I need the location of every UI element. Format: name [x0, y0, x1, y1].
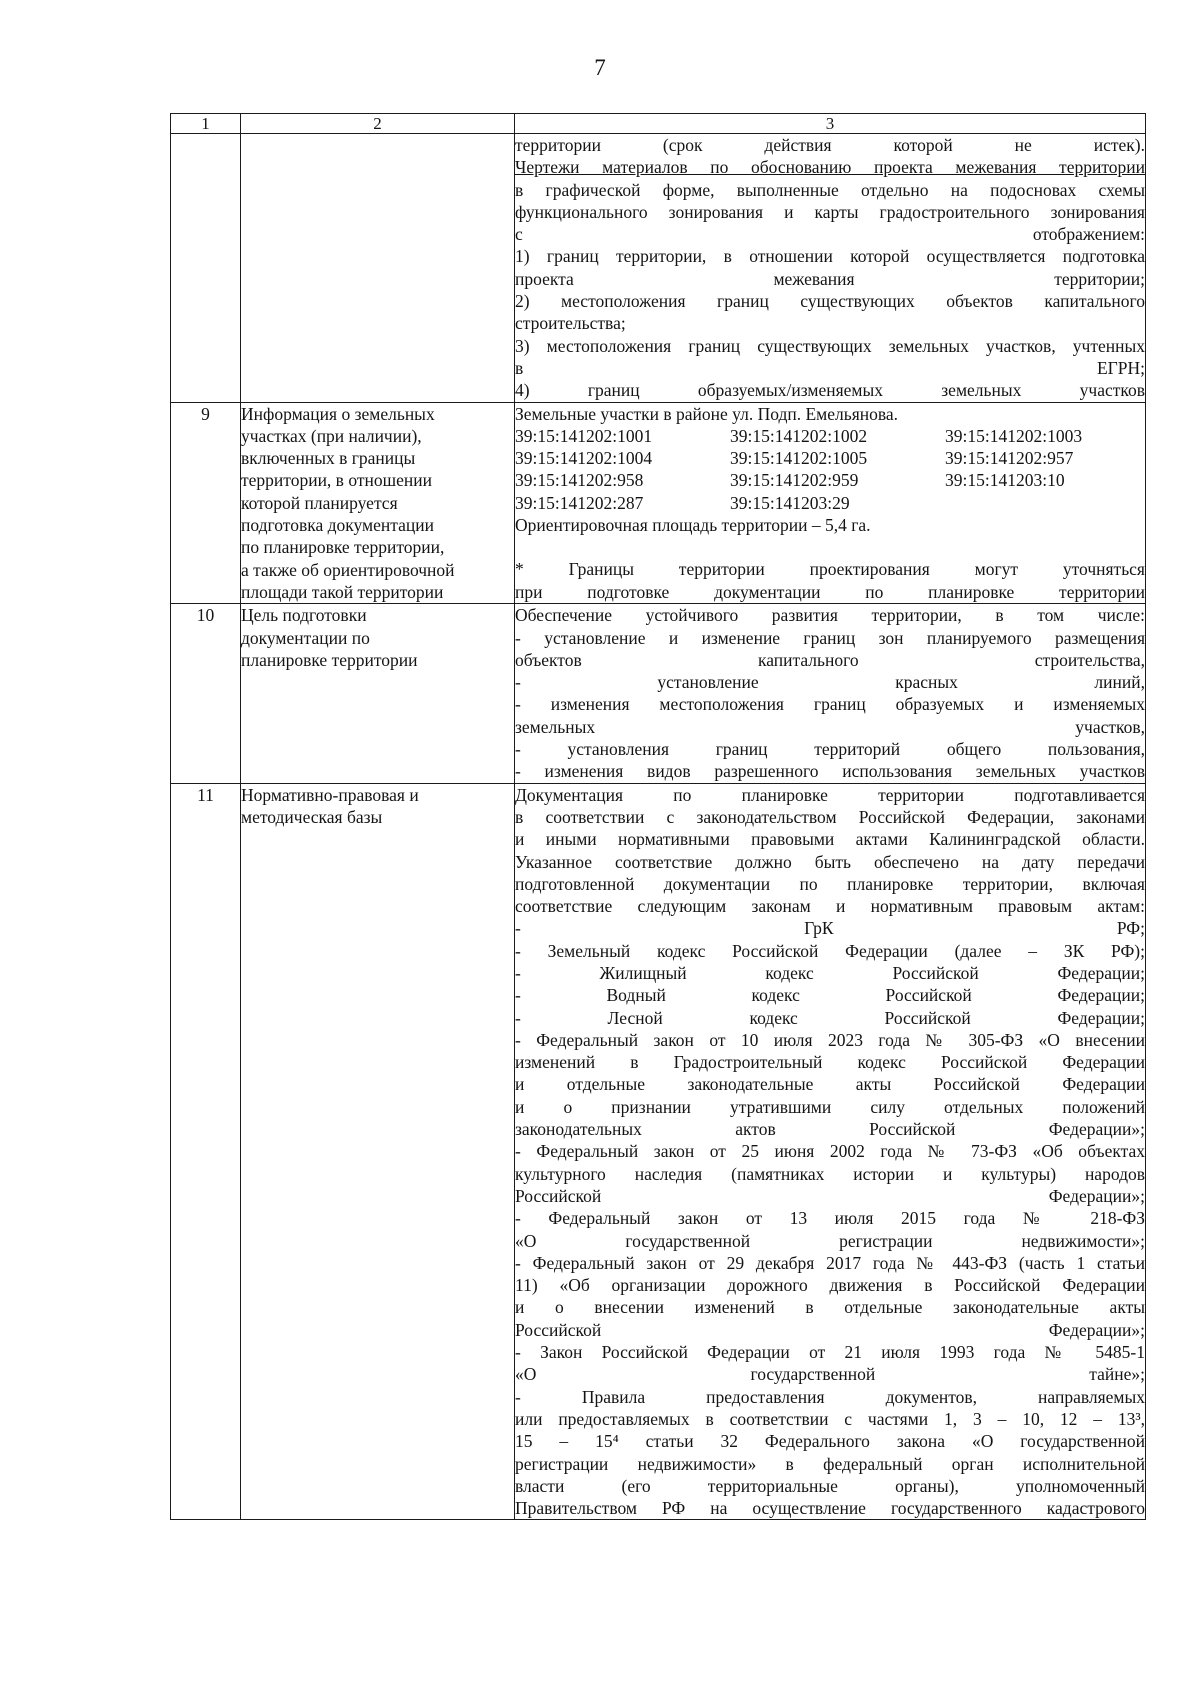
boundary-note: * Границы территории проектирования могут уточняться [515, 559, 1145, 580]
content-line: подготовленной документации по планировке территории, включая [515, 873, 1145, 894]
content-line: 4) границ образуемых/изменяемых земельных участков [515, 380, 1145, 401]
label-line: подготовка документации [241, 515, 434, 536]
cadastral-number: 39:15:141203:29 [730, 492, 850, 513]
boundary-note: при подготовке документации по планировке территории [515, 581, 1145, 602]
row-number: 9 [171, 402, 241, 604]
table-row-9 [171, 402, 1146, 604]
content-line: «О государственной тайне»; [515, 1364, 1145, 1385]
cadastral-number: 39:15:141202:1004 [515, 448, 653, 469]
row-content [515, 402, 1146, 604]
row-number: 10 [171, 604, 241, 783]
content-line: - Федеральный закон от 25 июня 2002 года № 73-ФЗ «Об объектах [515, 1141, 1145, 1162]
label-line: а также об ориентировочной [241, 559, 455, 580]
cadastral-number: 39:15:141202:1001 [515, 425, 653, 446]
cadastral-number: 39:15:141202:287 [515, 492, 644, 513]
content-line: в графической форме, выполненные отдельно на подосновах схемы [515, 179, 1145, 200]
drawings-heading: Чертежи материалов по обоснованию проекта межевания территории [515, 157, 1145, 178]
content-line: - Водный кодекс Российской Федерации; [515, 985, 1145, 1006]
content-line: - изменения видов разрешенного использования земельных участков [515, 761, 1145, 782]
label-line: Нормативно-правовая и [241, 784, 419, 805]
content-line: - изменения местоположения границ образуемых и изменяемых [515, 694, 1145, 715]
content-line: и отдельные законодательные акты Российской Федерации [515, 1074, 1145, 1095]
header-cell-3: 3 [515, 114, 1146, 134]
content-line: или предоставляемых в соответствии с частями 1, 3 – 10, 12 – 13³, [515, 1408, 1145, 1429]
content-line: строительства; [515, 313, 626, 334]
table-header-row [171, 114, 1146, 134]
cadastral-numbers-grid [515, 425, 1145, 514]
content-line: в ЕГРН; [515, 357, 1145, 378]
content-line: регистрации недвижимости» в федеральный орган исполнительной [515, 1453, 1145, 1474]
content-line: Российской Федерации»; [515, 1185, 1145, 1206]
label-line: Информация о земельных [241, 403, 435, 424]
content-line: Обеспечение устойчивого развития территории, в том числе: [515, 605, 1145, 626]
row-label [241, 604, 515, 783]
cadastral-number: 39:15:141202:1003 [945, 425, 1083, 446]
label-line: включенных в границы [241, 448, 416, 469]
content-line: и о внесении изменений в отдельные законодательные акты [515, 1297, 1145, 1318]
row-content [515, 783, 1146, 1520]
cadastral-number: 39:15:141202:1005 [730, 448, 868, 469]
label-line: территории, в отношении [241, 470, 432, 491]
content-line: - Федеральный закон от 10 июля 2023 года № 305-ФЗ «О внесении [515, 1029, 1145, 1050]
label-line: методическая базы [241, 806, 383, 827]
content-line: 11) «Об организации дорожного движения в Российской Федерации [515, 1275, 1145, 1296]
row-number: 11 [171, 783, 241, 1520]
plots-intro: Земельные участки в районе ул. Подп. Емельянова. [515, 403, 899, 424]
content-line: власти (его территориальные органы), уполномоченный [515, 1475, 1145, 1496]
content-line: с отображением: [515, 224, 1145, 245]
page-number: 7 [594, 55, 606, 80]
content-line: - Жилищный кодекс Российской Федерации; [515, 962, 1145, 983]
table-row-11 [171, 783, 1146, 1520]
content-line: объектов капитального строительства, [515, 649, 1145, 670]
label-line: по планировке территории, [241, 537, 445, 558]
content-line: Российской Федерации»; [515, 1319, 1145, 1340]
cadastral-number: 39:15:141202:1002 [730, 425, 868, 446]
content-line: и о признании утратившими силу отдельных положений [515, 1096, 1145, 1117]
content-line: территории (срок действия которой не истек). [515, 135, 1145, 155]
cadastral-number: 39:15:141202:959 [730, 470, 859, 491]
area-estimate: Ориентировочная площадь территории – 5,4 га. [515, 515, 871, 536]
cadastral-number: 39:15:141202:958 [515, 470, 644, 491]
content-line: 15 – 15⁴ статьи 32 Федерального закона «О государственной [515, 1431, 1145, 1452]
content-line: - установления границ территорий общего пользования, [515, 739, 1145, 760]
content-line: Правительством РФ на осуществление государственного кадастрового [515, 1498, 1145, 1519]
content-line: «О государственной регистрации недвижимости»; [515, 1230, 1145, 1251]
label-line: площади такой территории [241, 581, 444, 602]
content-line: Указанное соответствие должно быть обеспечено на дату передачи [515, 851, 1145, 872]
content-line: - Федеральный закон от 29 декабря 2017 года № 443-ФЗ (часть 1 статьи [515, 1252, 1145, 1273]
content-line: - Лесной кодекс Российской Федерации; [515, 1007, 1145, 1028]
content-line: 3) местоположения границ существующих земельных участков, учтенных [515, 335, 1145, 356]
content-line: соответствие следующим законам и нормативным правовым актам: [515, 896, 1145, 917]
content-line: изменений в Градостроительный кодекс Российской Федерации [515, 1052, 1145, 1073]
row-content-cell [515, 134, 1146, 403]
content-line: функционального зонирования и карты градостроительного зонирования [515, 201, 1145, 222]
label-line: планировке территории [241, 649, 418, 670]
header-cell-1: 1 [171, 114, 241, 134]
table-row-10 [171, 604, 1146, 783]
content-line: - установление и изменение границ зон планируемого размещения [515, 627, 1145, 648]
content-line: - Правила предоставления документов, направляемых [515, 1386, 1145, 1407]
content-line: 2) местоположения границ существующих объектов капитального [515, 291, 1145, 312]
label-line: документации по [241, 627, 370, 648]
content-line: проекта межевания территории; [515, 268, 1145, 289]
table-row-continuation [171, 134, 1146, 403]
label-line: которой планируется [241, 492, 398, 513]
content-line: земельных участков, [515, 716, 1145, 737]
requirements-table [170, 113, 1146, 1520]
content-line: Документация по планировке территории подготавливается [515, 784, 1145, 805]
row-label [241, 402, 515, 604]
cadastral-number: 39:15:141202:957 [945, 448, 1074, 469]
row-number-cell [171, 134, 241, 403]
content-line: - Федеральный закон от 13 июля 2015 года № 218-ФЗ [515, 1208, 1145, 1229]
content-line: законодательных актов Российской Федерации»; [515, 1119, 1145, 1140]
content-line: культурного наследия (памятниках истории и культуры) народов [515, 1163, 1145, 1184]
content-line: - установление красных линий, [515, 672, 1145, 693]
content-line: в соответствии с законодательством Российской Федерации, законами [515, 806, 1145, 827]
content-line: - Закон Российской Федерации от 21 июля 1993 года № 5485-1 [515, 1342, 1145, 1363]
label-line: Цель подготовки [241, 605, 367, 626]
content-line: 1) границ территории, в отношении которой осуществляется подготовка [515, 246, 1145, 267]
row-content [515, 604, 1146, 783]
row-label-cell [241, 134, 515, 403]
content-line: и иными нормативными правовыми актами Калининградской области. [515, 829, 1145, 850]
label-line: участках (при наличии), [241, 425, 422, 446]
content-line: - Земельный кодекс Российской Федерации (далее – ЗК РФ); [515, 940, 1145, 961]
spacer [515, 536, 1145, 558]
cadastral-number: 39:15:141203:10 [945, 470, 1065, 491]
row-label [241, 783, 515, 1520]
content-line: - ГрК РФ; [515, 918, 1145, 939]
header-cell-2: 2 [241, 114, 515, 134]
